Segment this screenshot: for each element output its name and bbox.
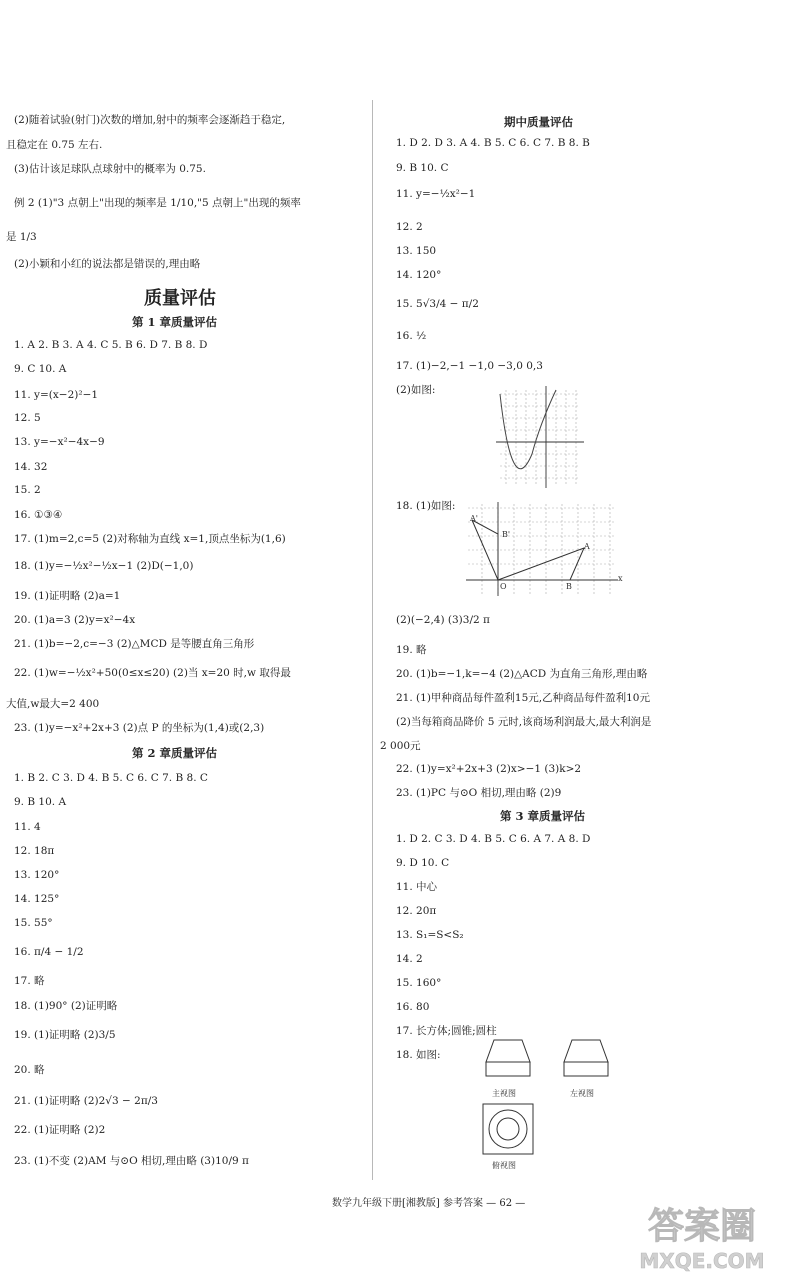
answer-line: 22. (1)证明略 (2)2	[14, 1124, 106, 1136]
section-title: 质量评估	[144, 288, 216, 309]
answer-line: 22. (1)w=−½x²+50(0≤x≤20) (2)当 x=20 时,w 取得最	[14, 667, 291, 679]
answer-line: 18. (1)90° (2)证明略	[14, 1000, 118, 1012]
answer-line: 19. (1)证明略 (2)a=1	[14, 590, 121, 602]
left-view-figure	[558, 1034, 614, 1084]
answer-line: 20. 略	[14, 1064, 45, 1076]
svg-text:答案圈: 答案圈	[647, 1206, 757, 1247]
answer-line: 20. (1)a=3 (2)y=x²−4x	[14, 614, 136, 626]
intro-line: (3)估计该足球队点球射中的概率为 0.75.	[14, 163, 206, 175]
answer-line: 23. (1)不变 (2)AM 与⊙O 相切,理由略 (3)10/9 π	[14, 1155, 249, 1167]
figure-label: A	[584, 542, 590, 551]
answer-line: 16. π/4 − 1/2	[14, 946, 84, 958]
answer-line: 19. 略	[396, 644, 427, 656]
parabola-graph-figure	[492, 384, 588, 492]
answer-line: 9. B 10. A	[14, 796, 67, 808]
answer-line: 17. 长方体;圆锥;圆柱	[396, 1025, 497, 1037]
answer-line: 12. 18π	[14, 845, 55, 857]
answer-line: (2)(−2,4) (3)3/2 π	[396, 614, 490, 626]
answer-line: 14. 32	[14, 461, 48, 473]
answer-line: 14. 120°	[396, 269, 442, 281]
answer-line: 15. 55°	[14, 917, 53, 929]
answer-line: 23. (1)y=−x²+2x+3 (2)点 P 的坐标为(1,4)或(2,3)	[14, 722, 265, 734]
svg-text:MXQE.COM: MXQE.COM	[639, 1249, 765, 1273]
front-view-caption: 主视图	[492, 1089, 516, 1098]
answer-line: 12. 20π	[396, 905, 437, 917]
answer-line: 20. (1)b=−1,k=−4 (2)△ACD 为直角三角形,理由略	[396, 668, 648, 680]
answer-line: 1. B 2. C 3. D 4. B 5. C 6. C 7. B 8. C	[14, 772, 208, 784]
answer-line: 21. (1)甲种商品每件盈利15元,乙种商品每件盈利10元	[396, 692, 650, 704]
answer-line: 1. D 2. C 3. D 4. B 5. C 6. A 7. A 8. D	[396, 833, 591, 845]
answer-line: 12. 2	[396, 221, 423, 233]
answer-line: 12. 5	[14, 412, 41, 424]
answer-line: 19. (1)证明略 (2)3/5	[14, 1029, 116, 1041]
answer-line: 16. ①③④	[14, 509, 63, 521]
answer-line: 17. 略	[14, 975, 45, 987]
page-footer: 数学九年级下册[湘教版] 参考答案 — 62 —	[332, 1198, 526, 1209]
answer-line: (2)当每箱商品降价 5 元时,该商场利润最大,最大利润是	[396, 716, 652, 728]
answer-line: 18. (1)y=−½x²−½x−1 (2)D(−1,0)	[14, 560, 194, 572]
intro-line: (2)随着试验(射门)次数的增加,射中的频率会逐渐趋于稳定,	[14, 114, 286, 126]
answer-line: 22. (1)y=x²+2x+3 (2)x>−1 (3)k>2	[396, 763, 582, 775]
answer-line: 11. 4	[14, 821, 41, 833]
answer-line: 2 000元	[380, 740, 421, 752]
answer-line: 13. 150	[396, 245, 437, 257]
answer-line: 23. (1)PC 与⊙O 相切,理由略 (2)9	[396, 787, 562, 799]
figure-label: A'	[470, 514, 478, 523]
answer-line: 15. 160°	[396, 977, 442, 989]
chapter-1-title: 第 1 章质量评估	[132, 315, 218, 329]
answer-line: 1. A 2. B 3. A 4. C 5. B 6. D 7. B 8. D	[14, 339, 208, 351]
answer-line: 18. 如图:	[396, 1049, 441, 1061]
intro-line: 例 2 (1)"3 点朝上"出现的频率是 1/10,"5 点朝上"出现的频率	[14, 197, 301, 209]
midterm-title: 期中质量评估	[504, 115, 573, 129]
answer-line: 9. B 10. C	[396, 162, 449, 174]
answer-line: 15. 2	[14, 484, 41, 496]
answer-line: 11. 中心	[396, 881, 438, 893]
figure-label: x	[618, 574, 623, 583]
intro-line: (2)小颖和小红的说法都是错误的,理由略	[14, 258, 201, 270]
top-view-figure	[480, 1102, 536, 1156]
answer-line: 11. y=(x−2)²−1	[14, 389, 99, 401]
answer-line: (2)如图:	[396, 384, 436, 396]
answer-line: 14. 2	[396, 953, 423, 965]
answer-line: 大值,w最大=2 400	[6, 698, 100, 710]
answer-line: 17. (1)−2,−1 −1,0 −3,0 0,3	[396, 360, 543, 372]
left-view-caption: 左视图	[570, 1089, 594, 1098]
answer-line: 13. S₁=S<S₂	[396, 929, 464, 941]
answer-line: 9. C 10. A	[14, 363, 67, 375]
rotation-graph-figure	[464, 500, 624, 600]
answer-line: 13. 120°	[14, 869, 60, 881]
figure-label: B	[566, 582, 572, 591]
intro-line: 且稳定在 0.75 左右.	[6, 139, 103, 151]
answer-line: 9. D 10. C	[396, 857, 450, 869]
chapter-3-title: 第 3 章质量评估	[500, 809, 586, 823]
top-view-caption: 俯视图	[492, 1161, 516, 1170]
answer-line: 21. (1)b=−2,c=−3 (2)△MCD 是等腰直角三角形	[14, 638, 255, 650]
answer-line: 16. ½	[396, 330, 427, 342]
front-view-figure	[480, 1034, 536, 1084]
answer-line: 17. (1)m=2,c=5 (2)对称轴为直线 x=1,顶点坐标为(1,6)	[14, 533, 286, 545]
answer-line: 18. (1)如图:	[396, 500, 456, 512]
column-divider	[372, 100, 373, 1180]
intro-line: 是 1/3	[6, 231, 37, 243]
answer-line: 15. 5√3/4 − π/2	[396, 298, 479, 310]
watermark-logo	[612, 1196, 792, 1278]
answer-line: 11. y=−½x²−1	[396, 188, 476, 200]
answer-line: 21. (1)证明略 (2)2√3 − 2π/3	[14, 1095, 158, 1107]
answer-line: 13. y=−x²−4x−9	[14, 436, 105, 448]
chapter-2-title: 第 2 章质量评估	[132, 746, 218, 760]
answer-line: 14. 125°	[14, 893, 60, 905]
figure-label: O	[500, 582, 507, 591]
answer-line: 16. 80	[396, 1001, 430, 1013]
figure-label: B'	[502, 530, 511, 539]
answer-line: 1. D 2. D 3. A 4. B 5. C 6. C 7. B 8. B	[396, 137, 590, 149]
